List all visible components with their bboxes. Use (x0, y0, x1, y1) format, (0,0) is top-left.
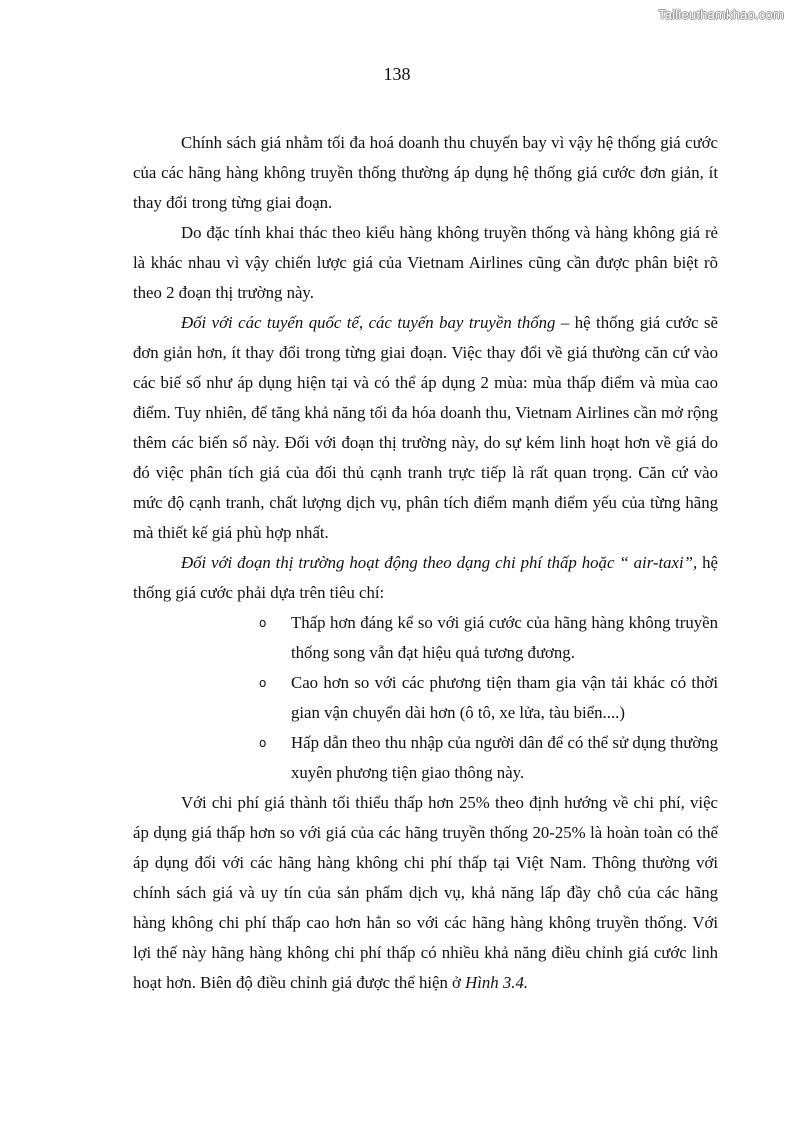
paragraph-3 (133, 308, 718, 548)
paragraph-2: Do đặc tính khai thác theo kiểu hàng không truyền thống và hàng không giá rẻ là khác nhau vì vậy chiến lược giá của Vietnam Airlines cũng cần được phân biệt rõ theo 2 đoạn thị trường này. (133, 223, 718, 302)
circle-bullet-icon: o (259, 676, 267, 690)
paragraph-4-text: hệ thống giá cước phải dựa trên tiêu chí: (133, 553, 718, 602)
paragraph-5-text: Với chi phí giá thành tối thiểu thấp hơn 25% theo định hướng về chi phí, việc áp dụng giá thấp hơn so với giá của các hãng truyền thống 20-25% là hoàn toàn có thể áp dụng đối với các hãng hàng không chi phí thấp tại Việt Nam. Thông thường với chính sách giá và uy tín của sản phẩm dịch vụ, khả năng lấp đầy chỗ của các hãng hàng không chi phí thấp cao hơn hẳn so với các hãng hàng không truyền thống. Với lợi thế này hãng hàng không chi phí thấp có nhiều khả năng điều chỉnh giá cước linh hoạt hơn. Biên độ điều chỉnh giá được thể hiện ở (133, 793, 718, 992)
list-item (259, 608, 718, 668)
figure-reference: Hình 3.4. (465, 973, 529, 992)
criteria-list (133, 608, 718, 788)
paragraph-3-heading: Đối với các tuyến quốc tế, các tuyến bay truyền thống (181, 313, 556, 332)
watermark: Tailieuthamkhao.com (658, 7, 784, 22)
list-item-text: Cao hơn so với các phương tiện tham gia vận tải khác có thời gian vận chuyển dài hơn (ô tô, xe lửa, tàu biển....) (291, 673, 718, 722)
paragraph-4 (133, 548, 718, 608)
list-item (259, 668, 718, 728)
paragraph-5 (133, 788, 718, 998)
list-item-text: Thấp hơn đáng kể so với giá cước của hãng hàng không truyền thống song vẫn đạt hiệu quả tương đương. (291, 613, 718, 662)
paragraph-3-text: – hệ thống giá cước sẽ đơn giản hơn, ít thay đổi trong từng giai đoạn. Việc thay đổi về giá thường căn cứ vào các biế số như áp dụng hiện tại và có thể áp dụng 2 mùa: mùa thấp điểm và mùa cao điểm. Tuy nhiên, để tăng khả năng tối đa hóa doanh thu, Vietnam Airlines cần mở rộng thêm các biến số này. Đối với đoạn thị trường này, do sự kém linh hoạt hơn về giá do đó việc phân tích giá của đối thủ cạnh tranh trực tiếp là rất quan trọng. Căn cứ vào mức độ cạnh tranh, chất lượng dịch vụ, phân tích điểm mạnh điểm yếu của từng hãng mà thiết kế giá phù hợp nhất. (133, 313, 718, 542)
document-body (133, 128, 718, 998)
list-item (259, 728, 718, 788)
paragraph-4-heading: Đối với đoạn thị trường hoạt động theo dạng chi phí thấp hoặc “ air-taxi”, (181, 553, 698, 572)
paragraph-1: Chính sách giá nhằm tối đa hoá doanh thu chuyến bay vì vậy hệ thống giá cước của các hãng hàng không truyền thống thường áp dụng hệ thống giá cước đơn giản, ít thay đổi trong từng giai đoạn. (133, 133, 718, 212)
page-number: 138 (383, 64, 411, 84)
circle-bullet-icon: o (259, 736, 267, 750)
circle-bullet-icon: o (259, 616, 267, 630)
list-item-text: Hấp dẫn theo thu nhập của người dân để có thể sử dụng thường xuyên phương tiện giao thông này. (291, 733, 718, 782)
